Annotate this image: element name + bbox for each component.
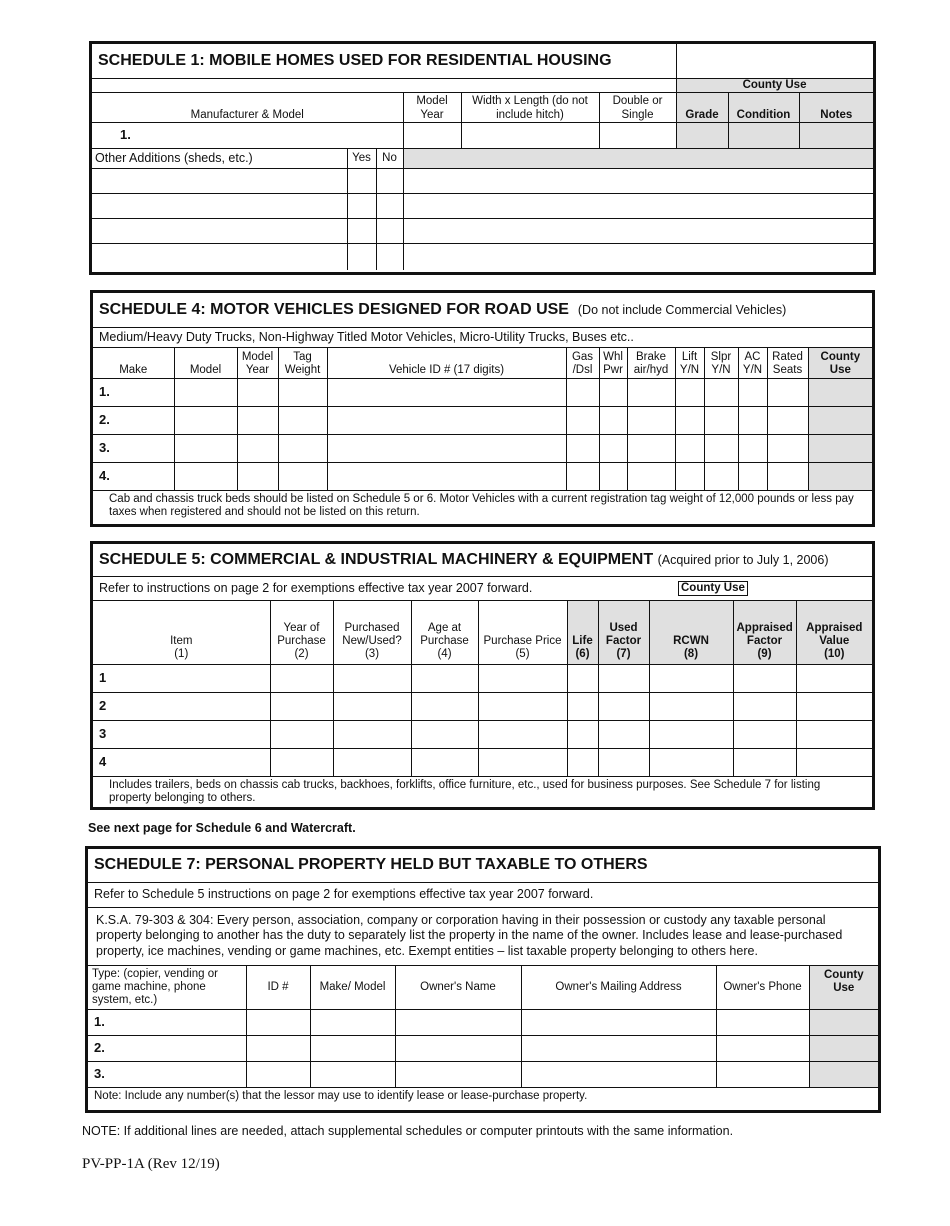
row-number: 2. <box>88 1036 246 1062</box>
manufacturer-header: Manufacturer & Model <box>92 92 403 122</box>
used-factor-header: Used Factor (7) <box>598 600 649 664</box>
type-header: Type: (copier, vending or game machine, phone system, etc.) <box>88 965 246 1010</box>
purchase-price-header: Purchase Price (5) <box>478 600 567 664</box>
schedule-4-subtitle: (Do not include Commercial Vehicles) <box>577 302 787 317</box>
county-use-header: County Use <box>808 347 872 378</box>
row-number: 2. <box>93 406 174 434</box>
condition-header: Condition <box>728 92 799 122</box>
item-header: Item (1) <box>93 600 270 664</box>
see-next-page-note: See next page for Schedule 6 and Watercraft. <box>88 821 356 835</box>
no-header: No <box>376 148 403 168</box>
addition-yes-cell[interactable] <box>347 243 376 270</box>
model-year-cell[interactable] <box>403 122 461 148</box>
row-number: 1. <box>93 378 174 406</box>
row-number: 3. <box>93 434 174 462</box>
schedule-1-title: SCHEDULE 1: MOBILE HOMES USED FOR RESIDENTIAL HOUSING <box>92 44 676 78</box>
appraised-factor-header: Appraised Factor (9) <box>733 600 796 664</box>
row-number: 3. <box>88 1062 246 1088</box>
table-row <box>93 434 872 462</box>
model-header: Model <box>174 347 237 378</box>
purchased-new-used-header: Purchased New/Used? (3) <box>333 600 411 664</box>
owner-phone-header: Owner's Phone <box>716 965 809 1010</box>
schedule-7-note: Note: Include any number(s) that the lessor may use to identify lease or lease-purchase property. <box>88 1088 878 1106</box>
gas-dsl-header: Gas /Dsl <box>566 347 599 378</box>
model-year-header: Model Year <box>403 92 461 122</box>
vin-header: Vehicle ID # (17 digits) <box>327 347 566 378</box>
schedule-5-subtitle: (Acquired prior to July 1, 2006) <box>657 552 829 567</box>
row-number: 1 <box>93 664 270 692</box>
rcwn-header: RCWN (8) <box>649 600 733 664</box>
schedule-5-refer: Refer to instructions on page 2 for exemptions effective tax year 2007 forward. <box>99 580 533 595</box>
width-length-header: Width x Length (do not include hitch) <box>461 92 599 122</box>
whl-pwr-header: Whl Pwr <box>599 347 627 378</box>
addition-no-cell[interactable] <box>376 218 403 243</box>
table-row <box>93 692 872 720</box>
additional-lines-note: NOTE: If additional lines are needed, attach supplemental schedules or computer printouts with the same information. <box>82 1124 734 1138</box>
other-additions-label: Other Additions (sheds, etc.) <box>92 148 347 168</box>
year-purchase-header: Year of Purchase (2) <box>270 600 333 664</box>
row-number: 2 <box>93 692 270 720</box>
schedule-7-title: SCHEDULE 7: PERSONAL PROPERTY HELD BUT TAXABLE TO OTHERS <box>88 849 878 882</box>
age-purchase-header: Age at Purchase (4) <box>411 600 478 664</box>
addition-yes-cell[interactable] <box>347 168 376 193</box>
slpr-header: Slpr Y/N <box>704 347 738 378</box>
lift-header: Lift Y/N <box>675 347 704 378</box>
row-number: 4 <box>93 748 270 776</box>
rated-seats-header: Rated Seats <box>767 347 808 378</box>
schedule-5 <box>90 541 875 810</box>
id-header: ID # <box>246 965 310 1010</box>
addition-no-cell[interactable] <box>376 243 403 270</box>
table-row <box>88 1010 878 1036</box>
schedule-1 <box>89 41 876 275</box>
form-id: PV-PP-1A (Rev 12/19) <box>82 1156 220 1172</box>
table-row <box>93 462 872 490</box>
yes-header: Yes <box>347 148 376 168</box>
schedule-5-county-use: County Use <box>678 581 748 596</box>
county-use-header: County Use <box>809 965 878 1010</box>
addition-no-cell[interactable] <box>376 193 403 218</box>
model-year-header: Model Year <box>237 347 278 378</box>
row-number: 4. <box>93 462 174 490</box>
notes-header: Notes <box>799 92 873 122</box>
brake-header: Brake air/hyd <box>627 347 675 378</box>
schedule-7-ksa-text: K.S.A. 79-303 & 304: Every person, association, company or corporation having in their possession or custody any taxable personal property belonging to another has the duty to separately list the property in the name of the owner. Includes lease and lease-purchased property, ice machines, vending or game machines, etc. Exempt entities – list taxable property belonging to others here. <box>88 907 878 965</box>
table-row <box>93 378 872 406</box>
addition-yes-cell[interactable] <box>347 218 376 243</box>
addition-cell[interactable] <box>92 193 347 218</box>
double-single-header: Double or Single <box>599 92 676 122</box>
owner-address-header: Owner's Mailing Address <box>521 965 716 1010</box>
tag-weight-header: Tag Weight <box>278 347 327 378</box>
width-length-cell[interactable] <box>461 122 599 148</box>
addition-cell[interactable] <box>92 218 347 243</box>
schedule-4-note: Cab and chassis truck beds should be listed on Schedule 5 or 6. Motor Vehicles with a current registration tag weight of 12,000 pounds or less pay taxes when registered and should not be listed on this return. <box>93 490 872 521</box>
row-number: 1. <box>88 1010 246 1036</box>
addition-yes-cell[interactable] <box>347 193 376 218</box>
table-row <box>88 1062 878 1088</box>
table-row <box>93 720 872 748</box>
table-row <box>93 406 872 434</box>
schedule-5-title: SCHEDULE 5: COMMERCIAL & INDUSTRIAL MACHINERY & EQUIPMENT <box>99 550 654 568</box>
row-number: 3 <box>93 720 270 748</box>
schedule-7 <box>85 846 881 1113</box>
owner-name-header: Owner's Name <box>395 965 521 1010</box>
schedule-1-table <box>92 44 874 270</box>
schedule-4 <box>90 290 875 527</box>
table-row <box>93 664 872 692</box>
double-single-cell[interactable] <box>599 122 676 148</box>
schedule-1-county-use: County Use <box>676 78 873 92</box>
make-model-header: Make/ Model <box>310 965 395 1010</box>
schedule-4-title: SCHEDULE 4: MOTOR VEHICLES DESIGNED FOR ROAD USE <box>99 300 569 318</box>
schedule-5-note: Includes trailers, beds on chassis cab trucks, backhoes, forklifts, office furniture, etc., used for business purposes. See Schedule 7 for listing property belonging to others. <box>93 776 872 807</box>
life-header: Life (6) <box>567 600 598 664</box>
appraised-value-header: Appraised Value (10) <box>796 600 872 664</box>
schedule-4-table <box>93 293 872 521</box>
schedule-4-subheader: Medium/Heavy Duty Trucks, Non-Highway Titled Motor Vehicles, Micro-Utility Trucks, Buses etc.. <box>93 327 872 347</box>
addition-cell[interactable] <box>92 243 347 270</box>
ac-header: AC Y/N <box>738 347 767 378</box>
schedule-7-table <box>88 849 878 1105</box>
addition-cell[interactable] <box>92 168 347 193</box>
table-row <box>88 1036 878 1062</box>
addition-no-cell[interactable] <box>376 168 403 193</box>
make-header: Make <box>93 347 174 378</box>
schedule-5-table <box>93 544 872 807</box>
grade-header: Grade <box>676 92 728 122</box>
table-row <box>93 748 872 776</box>
mobile-home-row-1[interactable]: 1. <box>92 122 403 148</box>
schedule-7-refer: Refer to Schedule 5 instructions on page 2 for exemptions effective tax year 2007 forward. <box>88 882 878 907</box>
